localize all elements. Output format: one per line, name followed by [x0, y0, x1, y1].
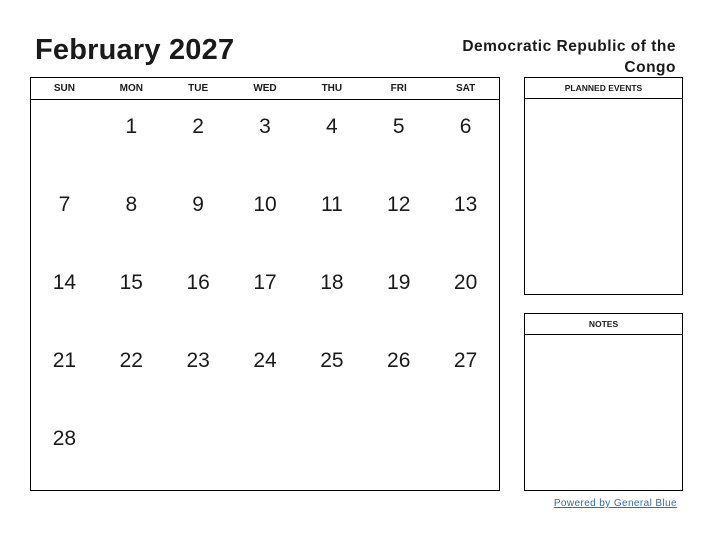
day-cell: 18 — [320, 271, 344, 294]
planned-events-panel — [524, 77, 683, 295]
day-cell: 4 — [326, 115, 338, 138]
week-row — [31, 412, 499, 490]
day-cell: 5 — [392, 115, 405, 138]
powered-by-link[interactable]: Powered by General Blue — [553, 498, 677, 509]
day-cell: 22 — [119, 349, 143, 372]
day-cell: 6 — [459, 115, 472, 138]
country-name: Democratic Republic of the Congo — [462, 38, 676, 76]
weekday-wed: WED — [253, 83, 277, 94]
day-cell: 17 — [253, 271, 277, 294]
week-row — [31, 256, 499, 334]
weekday-mon: MON — [119, 83, 143, 94]
day-cell: 11 — [320, 193, 343, 216]
day-cell: 23 — [186, 349, 210, 372]
empty-day-cell — [98, 412, 165, 490]
day-cell: 2 — [192, 115, 204, 138]
day-cell: 20 — [453, 271, 478, 294]
empty-day-cell — [432, 412, 499, 490]
empty-day-cell — [31, 100, 98, 178]
empty-day-cell — [365, 412, 432, 490]
planned-events-header: PLANNED EVENTS — [525, 78, 682, 99]
day-cell: 10 — [253, 193, 277, 216]
day-cell: 26 — [387, 349, 411, 372]
notes-panel — [524, 313, 683, 491]
day-cell: 12 — [387, 193, 411, 216]
empty-day-cell — [165, 412, 232, 490]
day-cell: 16 — [186, 271, 210, 294]
empty-day-cell — [298, 412, 365, 490]
day-cell: 19 — [387, 271, 411, 294]
weekday-fri: FRI — [390, 83, 407, 94]
weekday-header-row — [31, 78, 499, 100]
calendar-grid — [30, 77, 500, 491]
day-cell: 27 — [453, 349, 478, 372]
day-cell: 28 — [52, 427, 77, 450]
calendar-weeks — [31, 100, 499, 490]
weekday-tue: TUE — [188, 83, 209, 94]
day-cell: 1 — [125, 115, 138, 138]
empty-day-cell — [232, 412, 299, 490]
week-row — [31, 100, 499, 178]
weekday-sat: SAT — [455, 83, 476, 94]
day-cell: 14 — [52, 271, 77, 294]
day-cell: 7 — [58, 193, 71, 216]
day-cell: 24 — [253, 349, 277, 372]
week-row — [31, 334, 499, 412]
day-cell: 25 — [320, 349, 344, 372]
day-cell: 15 — [119, 271, 143, 294]
day-cell: 21 — [52, 349, 77, 372]
week-row — [31, 178, 499, 256]
weekday-sun: SUN — [53, 83, 75, 94]
weekday-thu: THU — [321, 83, 343, 94]
calendar-title: February 2027 — [35, 34, 235, 66]
day-cell: 9 — [192, 193, 204, 216]
notes-header: NOTES — [525, 314, 682, 335]
day-cell: 13 — [453, 193, 478, 216]
day-cell: 3 — [259, 115, 271, 138]
day-cell: 8 — [125, 193, 138, 216]
